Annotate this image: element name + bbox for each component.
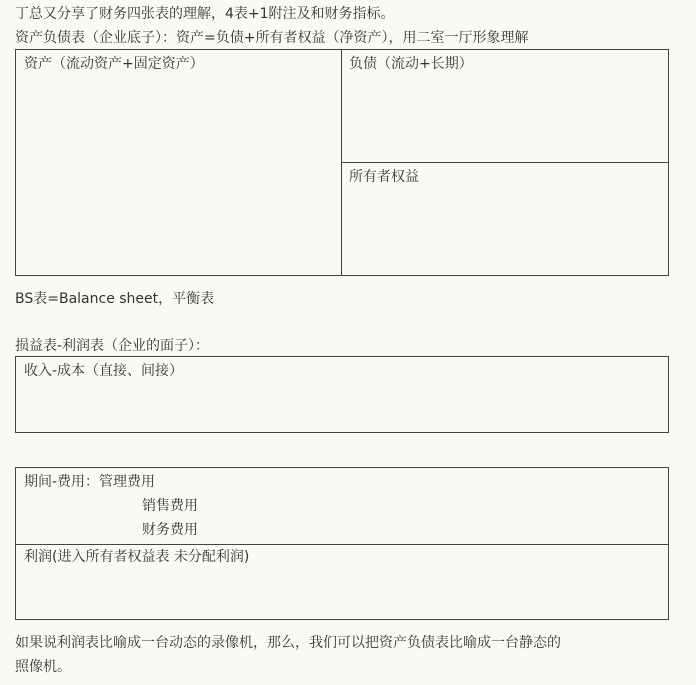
revenue-cost-box	[15, 356, 669, 433]
conclusion-line-1: 如果说利润表比喻成一台动态的录像机，那么，我们可以把资产负债表比喻成一台静态的	[15, 635, 561, 651]
period-expense-label: 期间-费用：管理费用	[24, 474, 156, 490]
income-statement-heading: 损益表-利润表（企业的面子）：	[15, 338, 210, 354]
revenue-cost-label: 收入-成本（直接、间接）	[24, 363, 184, 379]
balance-sheet-heading: 资产负债表（企业底子）：资产=负债+所有者权益（净资产），用二室一厅形象理解	[15, 30, 529, 46]
finance-expense-label: 财务费用	[142, 522, 198, 538]
assets-cell: 资产（流动资产+固定资产）	[24, 56, 204, 72]
expense-profit-divider	[16, 544, 668, 545]
conclusion-line-2: 照像机。	[15, 659, 71, 675]
sales-expense-label: 销售费用	[142, 498, 198, 514]
profit-label: 利润(进入所有者权益表 未分配利润)	[24, 549, 250, 565]
equity-cell: 所有者权益	[349, 169, 419, 185]
liabilities-cell: 负债（流动+长期）	[349, 56, 473, 72]
intro-text: 丁总又分享了财务四张表的理解，4表+1附注及和财务指标。	[15, 6, 395, 22]
expense-profit-box	[15, 467, 669, 620]
liabilities-equity-divider	[341, 162, 668, 163]
balance-sheet-diagram	[15, 49, 669, 276]
bs-note: BS表=Balance sheet，平衡表	[15, 291, 215, 307]
